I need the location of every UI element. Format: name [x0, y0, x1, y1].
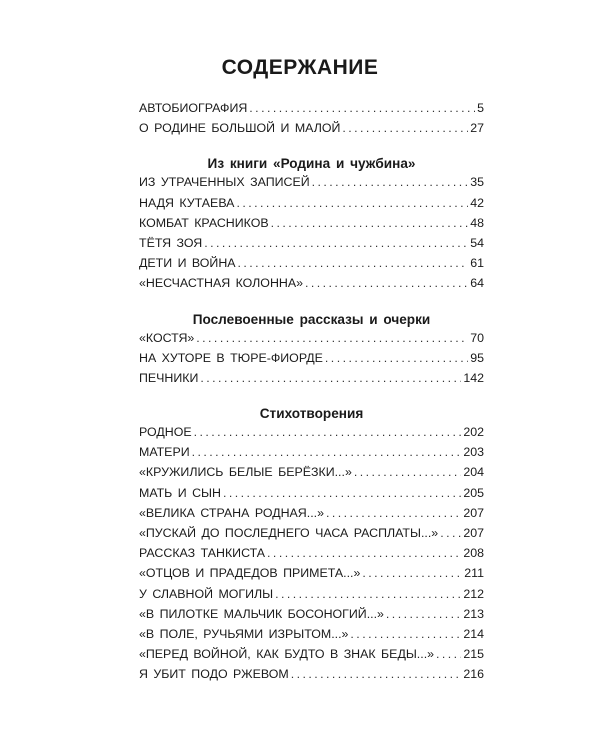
- toc-entry-page: 211: [464, 566, 484, 581]
- toc-entry-label: НАДЯ КУТАЕВА: [139, 195, 235, 210]
- toc-entry: [139, 566, 484, 586]
- section-entries: [139, 175, 484, 296]
- toc-entry: [139, 647, 484, 667]
- dot-leader: [200, 371, 461, 385]
- toc-entry-page: 204: [463, 465, 484, 480]
- intro-entries: [139, 101, 484, 141]
- toc-entry-label: «ПЕРЕД ВОЙНОЙ, КАК БУДТО В ЗНАК БЕДЫ...»: [139, 647, 435, 662]
- toc-entry: [139, 465, 484, 485]
- toc-entry: [139, 121, 484, 141]
- toc-entry-label: О РОДИНЕ БОЛЬШОЙ И МАЛОЙ: [139, 121, 341, 136]
- toc-entry-page: 70: [470, 330, 484, 345]
- table-of-contents: [139, 101, 484, 688]
- toc-entry-page: 208: [463, 546, 484, 561]
- dot-leader: [436, 647, 461, 661]
- toc-entry-page: 213: [463, 606, 484, 621]
- section-heading: Стихотворения: [259, 406, 364, 422]
- toc-entry-label: МАТЬ И СЫН: [139, 485, 221, 500]
- toc-entry: [139, 216, 484, 236]
- toc-entry-page: 207: [463, 526, 484, 540]
- toc-entry-page: 205: [463, 485, 484, 500]
- toc-entry-page: 27: [470, 121, 484, 136]
- toc-entry: [139, 276, 484, 296]
- toc-entry-label: «ОТЦОВ И ПРАДЕДОВ ПРИМЕТА...»: [139, 566, 361, 581]
- dot-leader: [267, 546, 461, 560]
- dot-leader: [305, 276, 468, 290]
- toc-entry: [139, 196, 484, 216]
- toc-entry-label: «ВЕЛИКА СТРАНА РОДНАЯ...»: [139, 505, 324, 520]
- toc-entry-label: ИЗ УТРАЧЕННЫХ ЗАПИСЕЙ: [139, 175, 310, 190]
- toc-entry-label: «КРУЖИЛИСЬ БЕЛЫЕ БЕРЁЗКИ...»: [139, 465, 352, 480]
- toc-entry-page: 214: [463, 626, 484, 641]
- toc-entry-page: 54: [470, 235, 484, 250]
- dot-leader: [271, 216, 469, 230]
- dot-leader: [196, 331, 468, 345]
- dot-leader: [204, 236, 468, 250]
- dot-leader: [326, 506, 461, 520]
- toc-entry-label: ДЕТИ И ВОЙНА: [139, 256, 236, 271]
- toc-entry-page: 35: [470, 175, 484, 190]
- toc-entry-label: «КОСТЯ»: [139, 330, 195, 345]
- toc-entry-label: ТЁТЯ ЗОЯ: [139, 235, 203, 250]
- toc-entry-label: АВТОБИОГРАФИЯ: [139, 101, 248, 115]
- toc-entry: [139, 236, 484, 256]
- toc-entry: [139, 256, 484, 276]
- section-heading: Из книги «Родина и чужбина»: [207, 156, 416, 172]
- toc-entry-label: НА ХУТОРЕ В ТЮРЕ-ФИОРДЕ: [139, 350, 323, 365]
- section-heading: Послевоенные рассказы и очерки: [192, 311, 431, 327]
- toc-entry-label: «НЕСЧАСТНАЯ КОЛОННА»: [139, 276, 303, 291]
- toc-entry-page: 202: [463, 425, 484, 440]
- dot-leader: [249, 101, 475, 115]
- toc-entry: [139, 587, 484, 607]
- dot-leader: [192, 445, 462, 459]
- toc-entry-page: 42: [470, 195, 484, 210]
- dot-leader: [325, 351, 468, 365]
- toc-entry: [139, 667, 484, 687]
- dot-leader: [440, 526, 461, 540]
- section-entries: [139, 331, 484, 392]
- dot-leader: [275, 587, 461, 601]
- toc-entry: [139, 371, 484, 391]
- toc-entry: [139, 486, 484, 506]
- toc-entry-label: Я УБИТ ПОДО РЖЕВОМ: [139, 667, 289, 682]
- toc-entry-page: 95: [470, 350, 484, 365]
- toc-entry: [139, 607, 484, 627]
- toc-entry-label: РОДНОЕ: [139, 425, 192, 440]
- toc-entry-page: 207: [463, 505, 484, 520]
- toc-entry: [139, 331, 484, 351]
- dot-leader: [350, 627, 461, 641]
- toc-entry-label: У СЛАВНОЙ МОГИЛЫ: [139, 586, 274, 601]
- dot-leader: [194, 425, 462, 439]
- toc-entry-page: 5: [477, 101, 484, 115]
- dot-leader: [238, 256, 469, 270]
- toc-entry: [139, 175, 484, 195]
- dot-leader: [362, 566, 462, 580]
- toc-entry-page: 48: [470, 215, 484, 230]
- toc-entry: [139, 627, 484, 647]
- dot-leader: [342, 121, 468, 135]
- page-title: СОДЕРЖАНИЕ: [221, 56, 379, 79]
- toc-entry: [139, 526, 484, 546]
- toc-entry-label: ПЕЧНИКИ: [139, 370, 199, 385]
- toc-entry: [139, 546, 484, 566]
- toc-entry-page: 61: [470, 256, 484, 271]
- toc-entry-label: «В ПИЛОТКЕ МАЛЬЧИК БОСОНОГИЙ...»: [139, 606, 384, 621]
- dot-leader: [354, 465, 461, 479]
- toc-entry-page: 212: [463, 586, 484, 601]
- section-entries: [139, 425, 484, 687]
- dot-leader: [223, 486, 461, 500]
- dot-leader: [312, 175, 469, 189]
- toc-entry-label: «В ПОЛЕ, РУЧЬЯМИ ИЗРЫТОМ...»: [139, 626, 349, 641]
- toc-entry-page: 215: [463, 647, 484, 662]
- toc-entry-page: 203: [463, 445, 484, 460]
- dot-leader: [236, 196, 468, 210]
- toc-entry: [139, 506, 484, 526]
- toc-entry-page: 64: [470, 276, 484, 291]
- toc-entry-label: КОМБАТ КРАСНИКОВ: [139, 215, 269, 230]
- toc-entry-label: «ПУСКАЙ ДО ПОСЛЕДНЕГО ЧАСА РАСПЛАТЫ...»: [139, 526, 439, 540]
- toc-entry: [139, 351, 484, 371]
- dot-leader: [386, 607, 461, 621]
- toc-entry-page: 142: [463, 370, 484, 385]
- dot-leader: [291, 667, 462, 681]
- toc-entry-label: МАТЕРИ: [139, 445, 190, 460]
- toc-entry: [139, 445, 484, 465]
- toc-entry-label: РАССКАЗ ТАНКИСТА: [139, 546, 266, 561]
- toc-entry: [139, 425, 484, 445]
- toc-entry-page: 216: [463, 667, 484, 682]
- toc-entry: [139, 101, 484, 121]
